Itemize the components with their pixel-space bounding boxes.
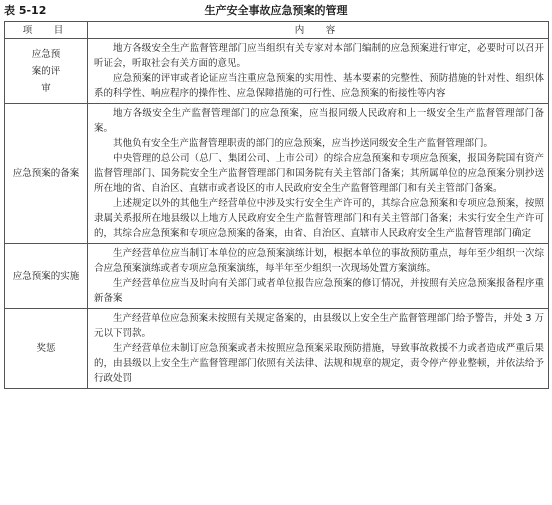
table-number: 表 5-12 — [4, 4, 47, 17]
paragraph: 其他负有安全生产监督管理职责的部门的应急预案，应当抄送同级安全生产监督管理部门。 — [113, 138, 494, 149]
row-content-implementation — [88, 244, 549, 309]
table-header-row — [5, 22, 549, 39]
header-content: 内 容 — [88, 22, 549, 39]
paragraph: 地方各级安全生产监督管理部门的应急预案，应当报同级人民政府和上一级安全生产监督管理部门备案。 — [94, 108, 544, 134]
row-content-rewards-penalties — [88, 309, 549, 389]
row-label-rewards-penalties: 奖惩 — [5, 309, 88, 389]
table-row-implementation — [5, 244, 549, 309]
paragraph: 生产经营单位应急预案未按照有关规定备案的，由县级以上安全生产监督管理部门给予警告，并处 3 万元以下罚款。 — [94, 313, 544, 339]
paragraph: 生产经营单位应当制订本单位的应急预案演练计划，根据本单位的事故预防重点，每年至少组织一次综合应急预案演练或者专项应急预案演练，每半年至少组织一次现场处置方案演练。 — [94, 248, 544, 274]
row-label-review — [5, 39, 88, 104]
table-row-filing — [5, 104, 549, 244]
paragraph: 生产经营单位应当及时向有关部门或者单位报告应急预案的修订情况，并按照有关应急预案报备程序重新备案 — [94, 278, 544, 304]
table-row-rewards-penalties — [5, 309, 549, 389]
row-content-filing — [88, 104, 549, 244]
row-content-review — [88, 39, 549, 104]
table-row-review — [5, 39, 549, 104]
paragraph: 上述规定以外的其他生产经营单位中涉及实行安全生产许可的，其综合应急预案和专项应急预案，按照隶属关系报所在地县级以上地方人民政府安全生产监督管理部门和有关主管部门备案；未实行安全生产许可的，其综合应急预案和专项应急预案的备案，由省、自治区、直辖市人民政府安全生产监督管理部门确定 — [94, 198, 544, 239]
emergency-plan-table — [4, 21, 549, 389]
paragraph: 地方各级安全生产监督管理部门应当组织有关专家对本部门编制的应急预案进行审定，必要时可以召开听证会，听取社会有关方面的意见。 — [94, 43, 544, 69]
header-item: 项 目 — [5, 22, 88, 39]
paragraph: 应急预案的评审或者论证应当注重应急预案的实用性、基本要素的完整性、预防措施的针对性、组织体系的科学性、响应程序的操作性、应急保障措施的可行性、应急预案的衔接性等内容 — [94, 73, 544, 99]
paragraph: 中央管理的总公司（总厂、集团公司、上市公司）的综合应急预案和专项应急预案，报国务院国有资产监督管理部门、国务院安全生产监督管理部门和国务院有关主管部门备案；其所属单位的应急预案分别抄送所在地的省、自治区、直辖市或者设区的市人民政府安全生产监督管理部门和有关主管部门备案。 — [94, 153, 544, 194]
row-label-filing: 应急预案的备案 — [5, 104, 88, 244]
paragraph: 生产经营单位未制订应急预案或者未按照应急预案采取预防措施，导致事故救援不力或者造成严重后果的，由县级以上安全生产监督管理部门依照有关法律、法规和规章的规定，责令停产停业整顿，并依法给予行政处罚 — [94, 343, 544, 384]
table-title: 生产安全事故应急预案的管理 — [204, 4, 348, 17]
table-caption — [4, 2, 548, 20]
row-label-implementation: 应急预案的实施 — [5, 244, 88, 309]
row-label-review-text: 应急预案的评审 — [31, 48, 61, 94]
